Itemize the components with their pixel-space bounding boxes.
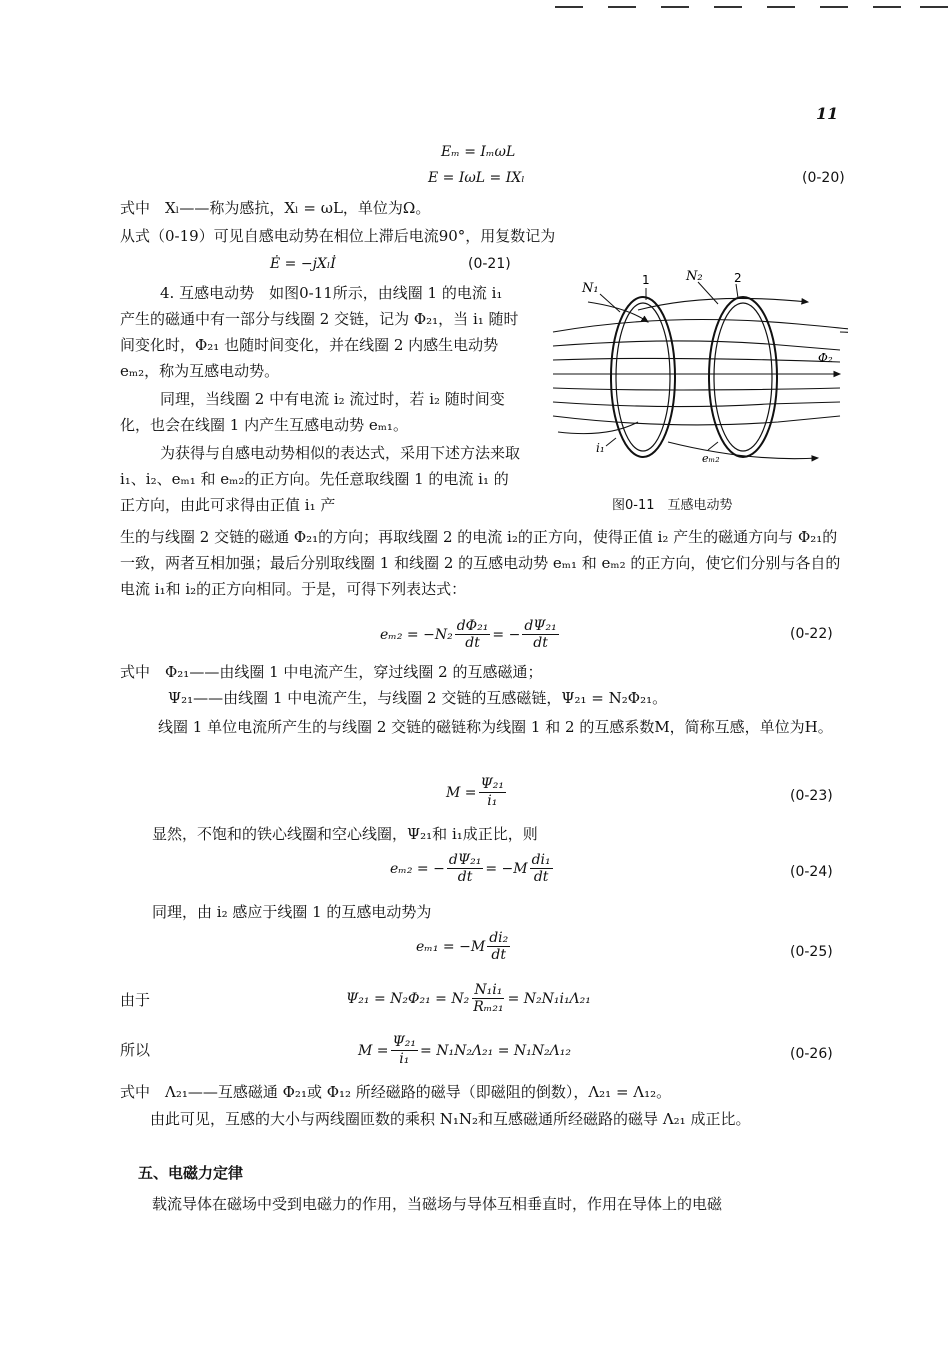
paragraph-conclusion: 由此可见，互感的大小与两线圈匝数的乘积 N₁N₂和互感磁通所经磁路的磁导 Λ₂₁ 成正比。 xyxy=(150,1110,751,1128)
paragraph-mutual-inductance: 线圈 1 单位电流所产生的与线圈 2 交链的磁链称为线圈 1 和 2 的互感系数M，简称互感，单位为H。 xyxy=(158,718,833,736)
text-line: 显然，不饱和的铁心线圈和空心线圈，Ψ₂₁和 i₁成正比，则 xyxy=(152,825,538,843)
paragraph: 为获得与自感电动势相似的表达式，采用下述方法来取 i₁、i₂、eₘ₁ 和 eₘ₂的正方向。先任意取线圈 1 的电流 i₁ 的正方向，由此可求得由正值 i₁ 产 xyxy=(120,444,521,514)
equation-024: eₘ₂ = − $\frac{\text{dΨ₂₁}}{dt}$ = −M $\frac{\text{di₁}}{dt}$ xyxy=(390,852,551,885)
where-psi21: Ψ₂₁——由线圈 1 中电流产生，与线圈 2 交链的互感磁链，Ψ₂₁ = N₂Φ₂₁。 xyxy=(168,689,668,707)
coil-2 xyxy=(709,297,777,457)
equation-em: Eₘ = IₘωL xyxy=(441,144,516,160)
text-line: 从式（0-19）可见自感电动势在相位上滞后电流90°，用复数记为 xyxy=(120,227,556,245)
where-xl: 式中 Xₗ——称为感抗，Xₗ = ωL，单位为Ω。 xyxy=(120,199,431,217)
page-number: 11 xyxy=(816,104,839,123)
scan-mark xyxy=(661,6,689,8)
equation-023: M = $\frac{\text{Ψ₂₁}}{\text{i₁}}$ xyxy=(446,776,505,809)
label-phi: Φ₂ xyxy=(818,351,833,365)
label-coil-2: 2 xyxy=(734,271,742,285)
equation-number: (0-25) xyxy=(790,944,833,960)
scan-mark xyxy=(873,6,901,8)
equation-number: (0-26) xyxy=(790,1046,833,1062)
scan-mark xyxy=(555,6,583,8)
scan-mark xyxy=(767,6,795,8)
label-n2: N₂ xyxy=(686,269,703,284)
scan-mark xyxy=(820,6,848,8)
scan-mark xyxy=(714,6,742,8)
label-coil-1: 1 xyxy=(642,273,650,287)
label-n1: N₁ xyxy=(582,281,599,296)
equation-number: (0-20) xyxy=(802,170,845,186)
scan-mark xyxy=(920,6,948,8)
because-label: 由于 xyxy=(120,991,151,1009)
section-heading: 五、电磁力定律 xyxy=(138,1164,244,1182)
text-line: 同理，由 i₂ 感应于线圈 1 的互感电动势为 xyxy=(152,903,432,921)
where-phi21: 式中 Φ₂₁——由线圈 1 中电流产生，穿过线圈 2 的互感磁通； xyxy=(120,663,543,681)
paragraph-mutual-emf: 4. 互感电动势 如图0-11所示，由线圈 1 的电流 i₁ 产生的磁通中有一部分与线圈 2 交链，记为 Φ₂₁，当 i₁ 随时间变化时，Φ₂₁ 也随时间变化，并在线圈 2 内感生电动势 eₘ₂，称为互感电动势。 xyxy=(120,284,519,380)
figure-caption: 图0-11 互感电动势 xyxy=(612,498,733,513)
equation-because: Ψ₂₁ = N₂Φ₂₁ = N₂ $\frac{\text{N₁i₁}}{\text{Rₘ₂₁}}$ = N₂N₁i₁Λ₂₁ xyxy=(346,982,591,1015)
equation-022: eₘ₂ = −N₂ $\frac{\text{dΦ₂₁}}{dt}$ = − $\frac{\text{dΨ₂₁}}{dt}$ xyxy=(380,618,557,651)
equation-025: eₘ₁ = −M $\frac{\text{di₂}}{dt}$ xyxy=(416,930,509,963)
equation-number: (0-21) xyxy=(468,256,511,272)
equation-number: (0-22) xyxy=(790,626,833,642)
equation-number: (0-24) xyxy=(790,864,833,880)
label-i1: i₁ xyxy=(596,441,605,455)
equation-e: E = IωL = IXₗ xyxy=(428,170,525,186)
label-em2: eₘ₂ xyxy=(702,452,720,465)
paragraph: 同理，当线圈 2 中有电流 i₂ 流过时，若 i₂ 随时间变化，也会在线圈 1 内产生互感电动势 eₘ₁。 xyxy=(120,390,505,434)
therefore-label: 所以 xyxy=(120,1041,151,1059)
scan-mark xyxy=(608,6,636,8)
equation-021: Ė = −jXₗİ xyxy=(270,256,336,272)
paragraph: 生的与线圈 2 交链的磁通 Φ₂₁的方向；再取线圈 2 的电流 i₂的正方向，使得正值 i₂ 产生的磁通方向与 Φ₂₁的一致，两者互相加强；最后分别取线圈 1 和线圈 2 的互感电动势 eₘ₁ 和 eₘ₂ 的正方向，使它们分别与各自的电流 i₁和 i₂的正方向相同。于是，可得下列表达式： xyxy=(120,528,841,598)
equation-number: (0-23) xyxy=(790,788,833,804)
where-lambda: 式中 Λ₂₁——互感磁通 Φ₂₁或 Φ₁₂ 所经磁路的磁导（即磁阻的倒数），Λ₂₁ = Λ₁₂。 xyxy=(120,1083,672,1101)
equation-026: M = $\frac{\text{Ψ₂₁}}{\text{i₁}}$ = N₁N₂Λ₂₁ = N₁N₂Λ₁₂ xyxy=(358,1034,571,1067)
mutual-induction-figure xyxy=(548,262,848,482)
flux-lines xyxy=(553,298,848,458)
paragraph-force: 载流导体在磁场中受到电磁力的作用，当磁场与导体互相垂直时，作用在导体上的电磁 xyxy=(152,1195,723,1213)
